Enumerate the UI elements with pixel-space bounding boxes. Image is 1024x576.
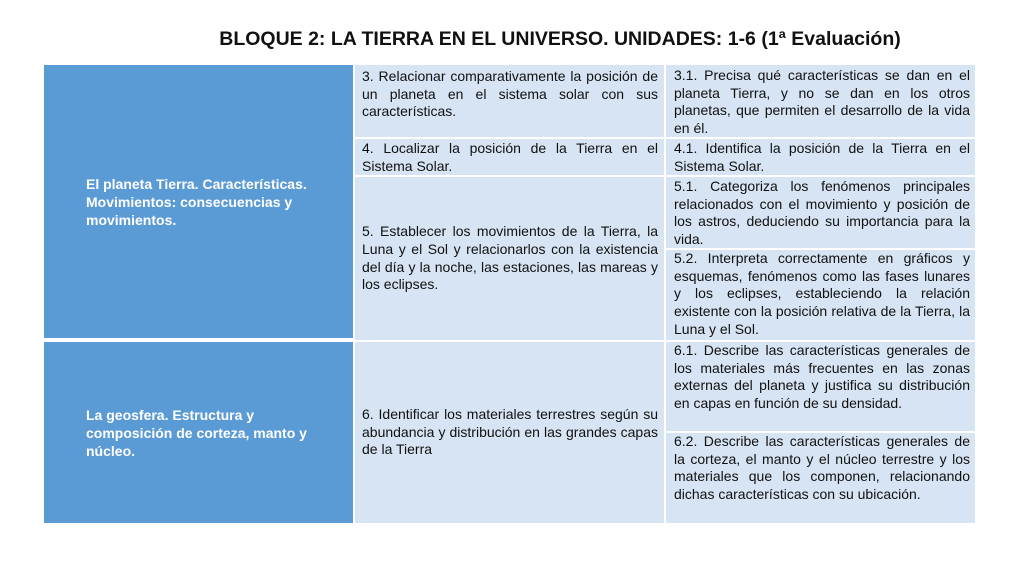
standard-cell-4-1: [666, 139, 975, 175]
standard-cell-6-2: [666, 433, 975, 523]
criterion-6-text: 6. Identificar los materiales terrestres según su abundancia y distribución en las grandes capas de la Tierra: [362, 405, 658, 458]
topic-geosphere-text: La geosfera. Estructura y composición de corteza, manto y núcleo.: [86, 406, 307, 459]
page-title: BLOQUE 2: LA TIERRA EN EL UNIVERSO. UNIDADES: 1-6 (1ª Evaluación): [219, 28, 901, 50]
topic-cell-geosphere: [44, 342, 353, 523]
standard-4-1-text: 4.1. Identifica la posición de la Tierra en el Sistema Solar.: [674, 140, 970, 174]
criterion-cell-6: [355, 342, 664, 523]
criterion-4-text: 4. Localizar la posición de la Tierra en el Sistema Solar.: [362, 140, 658, 174]
criterion-cell-4: [355, 139, 664, 175]
standard-5-1-text: 5.1. Categoriza los fenómenos principales relacionados con el movimiento y posición de los astros, deduciendo su importancia para la vida.: [674, 178, 970, 248]
standard-cell-5-2: [666, 250, 975, 340]
standard-cell-5-1: [666, 177, 975, 248]
standard-5-2-text: 5.2. Interpreta correctamente en gráficos y esquemas, fenómenos como las fases lunares y los eclipses, estableciendo la relación existente con la posición relativa de la Tierra, la Luna y el Sol.: [674, 250, 970, 337]
standard-cell-6-1: [666, 342, 975, 431]
standard-6-2-text: 6.2. Describe las características generales de la corteza, el manto y el núcleo terrestre y los materiales que los componen, relacionando dichas características con su ubicación.: [674, 433, 970, 503]
standard-cell-3-1: [666, 65, 975, 137]
topic-planet-text: El planeta Tierra. Características. Movimientos: consecuencias y movimientos.: [86, 175, 307, 228]
criterion-cell-5: [355, 177, 664, 340]
criterion-cell-3: [355, 65, 664, 137]
criterion-5-text: 5. Establecer los movimientos de la Tierra, la Luna y el Sol y relacionarlos con la existencia del día y la noche, las estaciones, las mareas y los eclipses.: [362, 223, 658, 293]
topic-cell-planet: [44, 65, 353, 338]
criterion-3-text: 3. Relacionar comparativamente la posición de un planeta en el sistema solar con sus características.: [362, 68, 658, 120]
standard-3-1-text: 3.1. Precisa qué características se dan en el planeta Tierra, y no se dan en los otros planetas, que permiten el desarrollo de la vida en él.: [674, 67, 970, 137]
standard-6-1-text: 6.1. Describe las características generales de los materiales más frecuentes en las zonas externas del planeta y justifica su distribución en capas en función de su densidad.: [674, 342, 970, 412]
